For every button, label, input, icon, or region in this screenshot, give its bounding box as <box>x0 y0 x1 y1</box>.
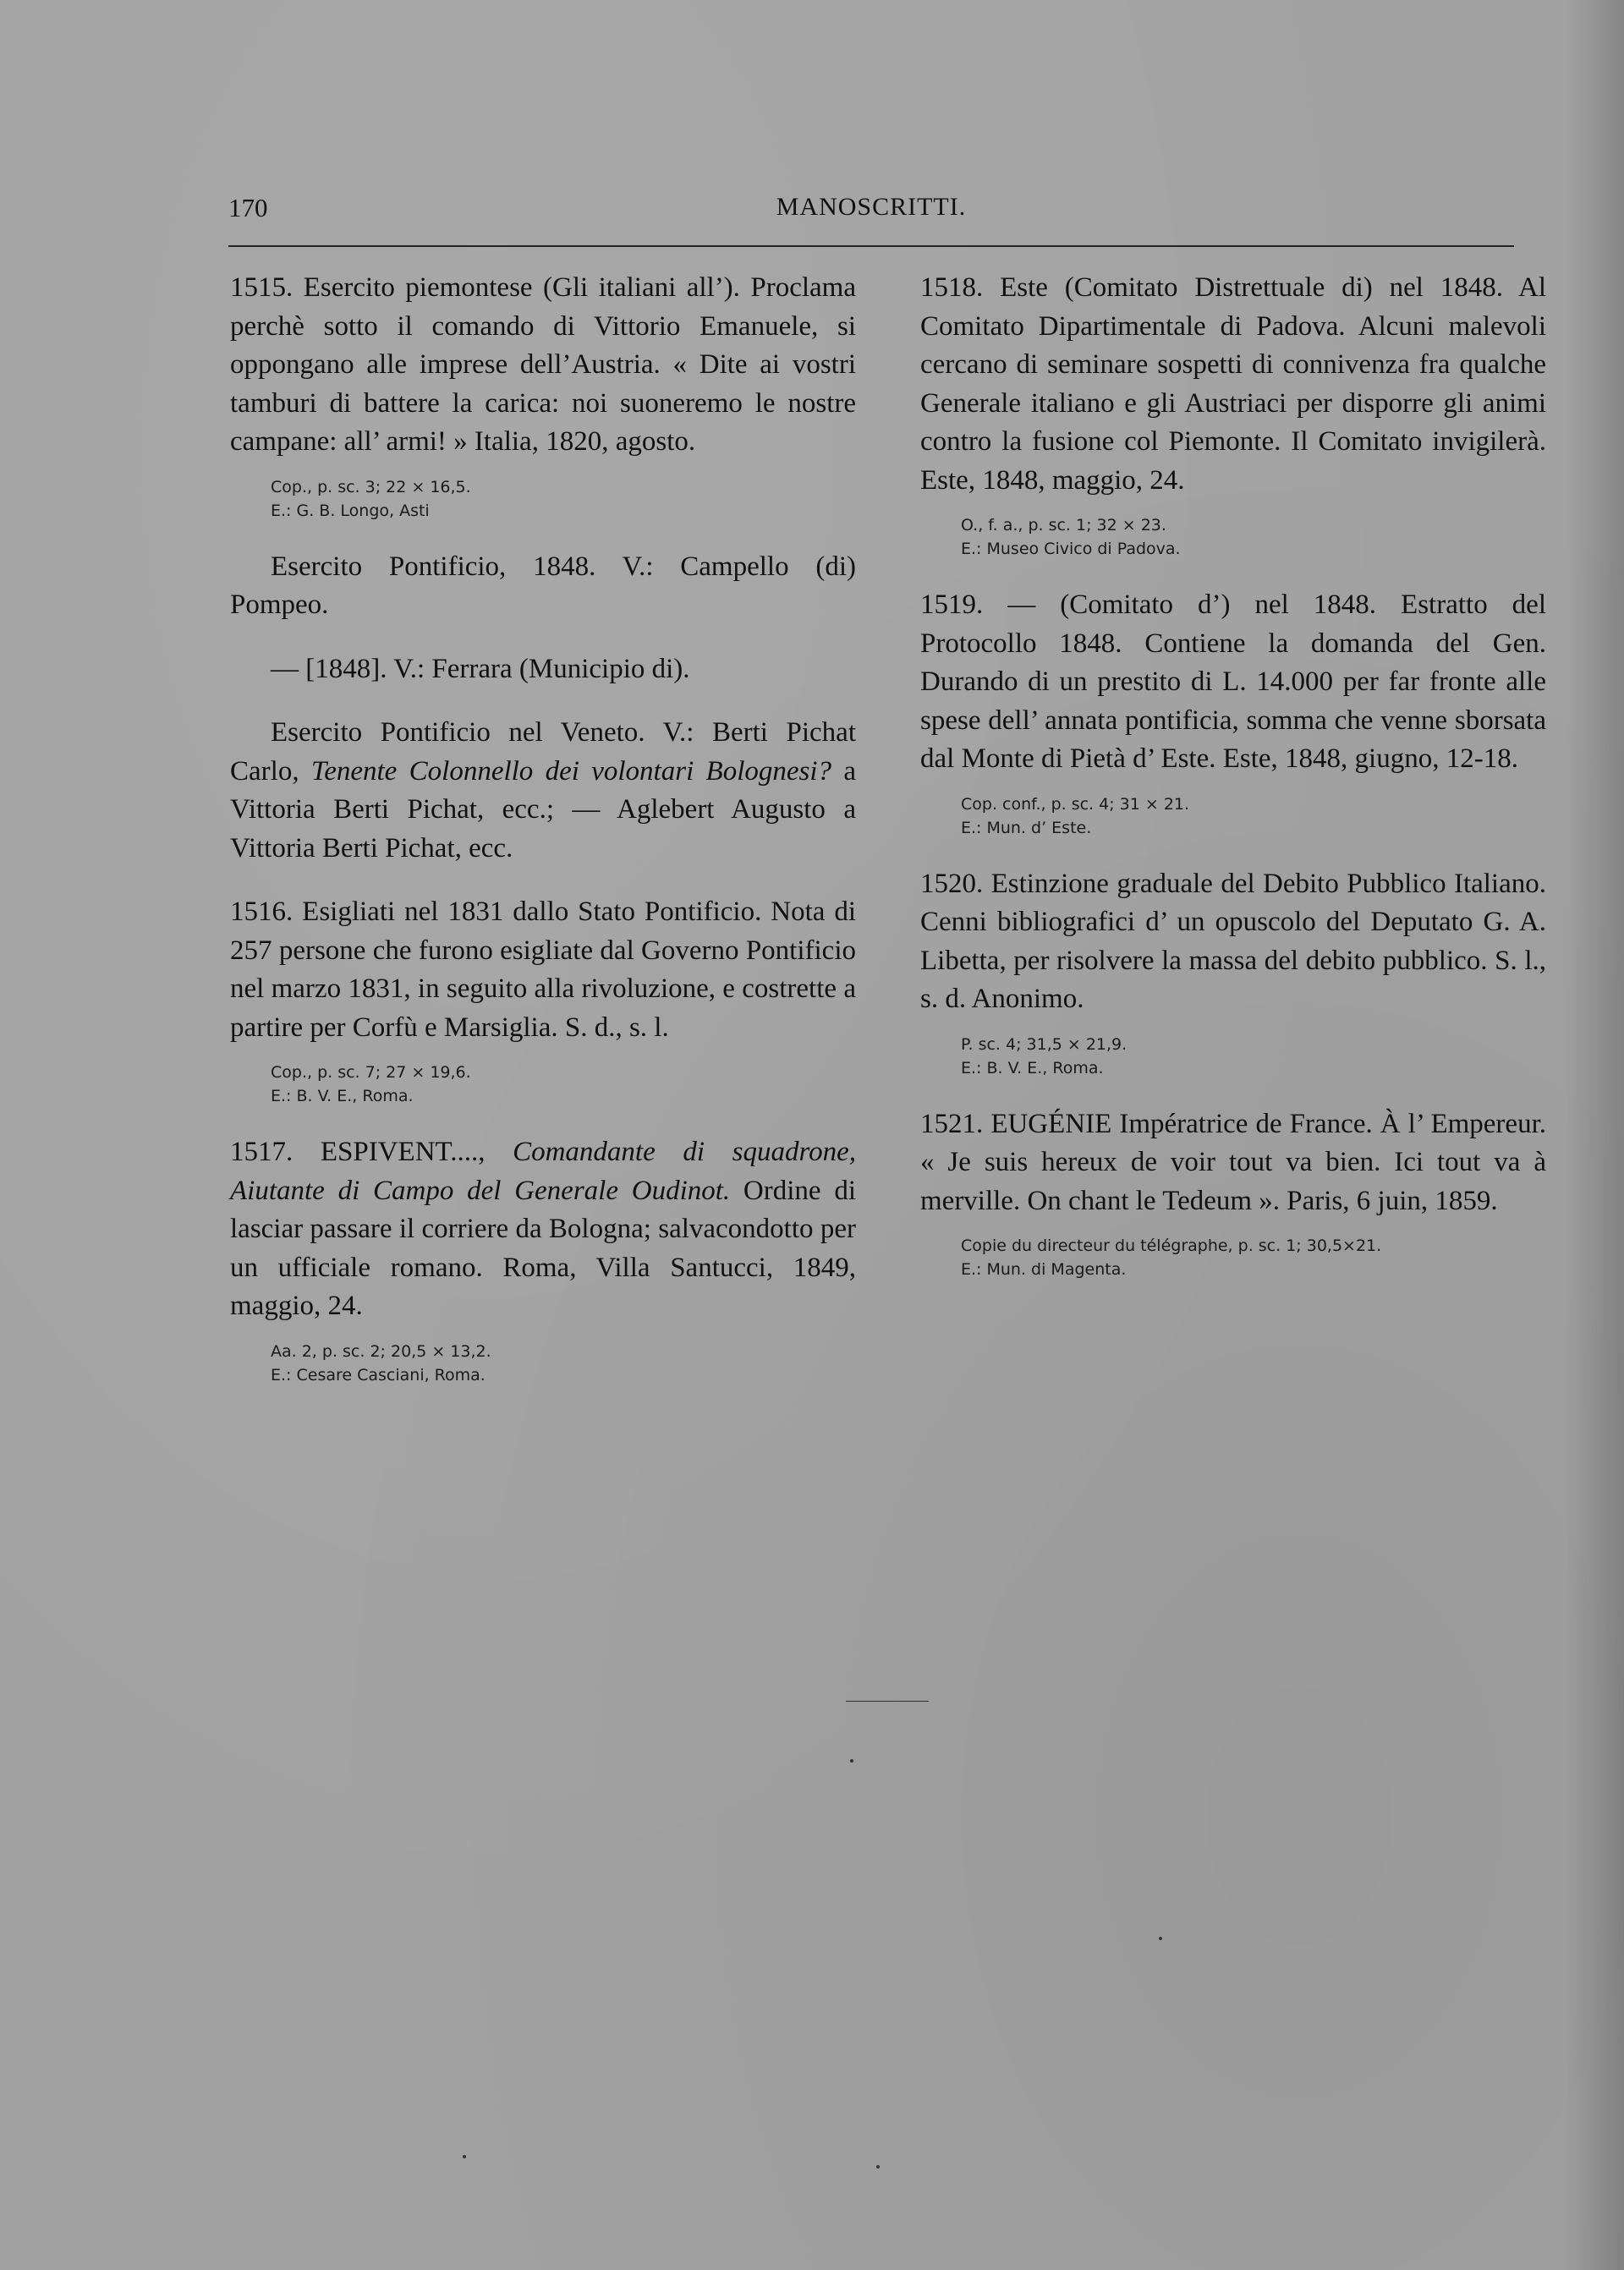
entry-text: Ordine di lasciar passare il corriere da Bologna; salvacondotto per un ufficiale romano. Roma, Villa Santucci, 1849, maggio, 24. <box>230 1175 856 1321</box>
note-line: E.: Mun. d’ Este. <box>961 818 1092 837</box>
speck <box>463 2155 466 2158</box>
page-number: 170 <box>228 193 268 222</box>
note-line: Copie du directeur du télégraphe, p. sc. 1; 30,5×21. <box>961 1236 1382 1255</box>
entry-esercito-pontificio-veneto <box>230 714 856 868</box>
entry-1520: 1520. Estinzione graduale del Debito Pubblico Italiano. Cenni bibliografici d’ un opuscolo del Deputato G. A. Libetta, per risolvere la massa del debito pubblico. S. l., s. d. Anonimo. <box>920 868 1546 1014</box>
entry-1521: 1521. EUGÉNIE Impératrice de France. À l’ Empereur. « Je suis hereux de voir tout va bien. Ici tout va à merville. On chant le Tedeum ». Paris, 6 juin, 1859. <box>920 1108 1546 1216</box>
speck <box>850 1759 853 1763</box>
entry-1515: 1515. Esercito piemontese (Gli italiani all’). Proclama perchè sotto il comando di Vittorio Emanuele, si oppongano alle imprese dell’Austria. « Dite ai vostri tamburi di battere la carica: noi suoneremo le nostre campane: all’ armi! » Italia, 1820, agosto. <box>230 272 856 457</box>
entry-1517-notes <box>271 1340 856 1387</box>
right-column <box>920 269 1546 1303</box>
note-line: O., f. a., p. sc. 1; 32 × 23. <box>961 516 1166 535</box>
running-title: MANOSCRITTI. <box>776 193 967 221</box>
note-line: E.: Mun. di Magenta. <box>961 1260 1127 1279</box>
entry-1519: 1519. — (Comitato d’) nel 1848. Estratto del Protocollo 1848. Contiene la domanda del Gen. Durando di un prestito di L. 14.000 per far fronte alle spese dell’ annata pontificia, somma che venne sborsata dal Monte di Pietà d’ Este. Este, 1848, giugno, 12-18. <box>920 589 1546 774</box>
entry-1518: 1518. Este (Comitato Distrettuale di) nel 1848. Al Comitato Dipartimentale di Padova. Alcuni malevoli cercano di seminare sospetti di connivenza fra qualche Generale italiano e gli Austriaci per disporre gli animi contro la fusione col Piemonte. Il Comitato invigilerà. Este, 1848, maggio, 24. <box>920 272 1546 496</box>
entry-esercito-pontificio-1848: Esercito Pontificio, 1848. V.: Campello (di) Pompeo. <box>230 551 856 620</box>
note-line: Aa. 2, p. sc. 2; 20,5 × 13,2. <box>271 1341 491 1361</box>
entry-italic-title: Comandante di squadrone, Aiutante di Campo del Generale Oudinot. <box>230 1137 856 1206</box>
note-line: Cop. conf., p. sc. 4; 31 × 21. <box>961 794 1190 814</box>
note-line: Cop., p. sc. 3; 22 × 16,5. <box>271 477 471 496</box>
note-line: E.: Museo Civico di Padova. <box>961 540 1181 558</box>
end-rule <box>846 1701 929 1702</box>
page-header <box>228 193 1514 235</box>
note-line: P. sc. 4; 31,5 × 21,9. <box>961 1034 1127 1054</box>
note-line: E.: Cesare Casciani, Roma. <box>271 1365 486 1384</box>
page-edge-shadow <box>1565 0 1624 2270</box>
left-column <box>230 269 856 1409</box>
entry-1515-notes <box>271 475 856 523</box>
entry-text: a Vittoria Berti Pichat, ecc.; — Aglebert Augusto a Vittoria Berti Pichat, ecc. <box>230 755 856 864</box>
note-line: Cop., p. sc. 7; 27 × 19,6. <box>271 1063 471 1082</box>
header-rule <box>228 245 1514 247</box>
entry-1517 <box>230 1133 856 1326</box>
entry-1519-notes <box>961 792 1546 840</box>
entry-1520-notes <box>961 1033 1546 1080</box>
entry-text: Esercito Pontificio nel Veneto. V.: Berti Pichat Carlo, <box>230 717 856 787</box>
entry-1516-notes <box>271 1061 856 1108</box>
speck <box>1159 1937 1162 1940</box>
note-line: E.: B. V. E., Roma. <box>961 1058 1104 1077</box>
speck <box>876 2165 880 2169</box>
note-line: E.: G. B. Longo, Asti <box>271 501 430 520</box>
note-line: E.: B. V. E., Roma. <box>271 1087 414 1105</box>
entry-text: 1517. ESPIVENT...., <box>230 1137 513 1167</box>
entry-1516: 1516. Esigliati nel 1831 dallo Stato Pontificio. Nota di 257 persone che furono esigliate dal Governo Pontificio nel marzo 1831, in seguito alla rivoluzione, e costrette a partire per Corfù e Marsiglia. S. d., s. l. <box>230 896 856 1043</box>
entry-1518-notes <box>961 513 1546 561</box>
entry-1848-ferrara: — [1848]. V.: Ferrara (Municipio di). <box>271 653 690 684</box>
entry-1521-notes <box>961 1234 1546 1281</box>
entry-italic-title: Tenente Colonnello dei volontari Bolognesi? <box>310 755 832 787</box>
